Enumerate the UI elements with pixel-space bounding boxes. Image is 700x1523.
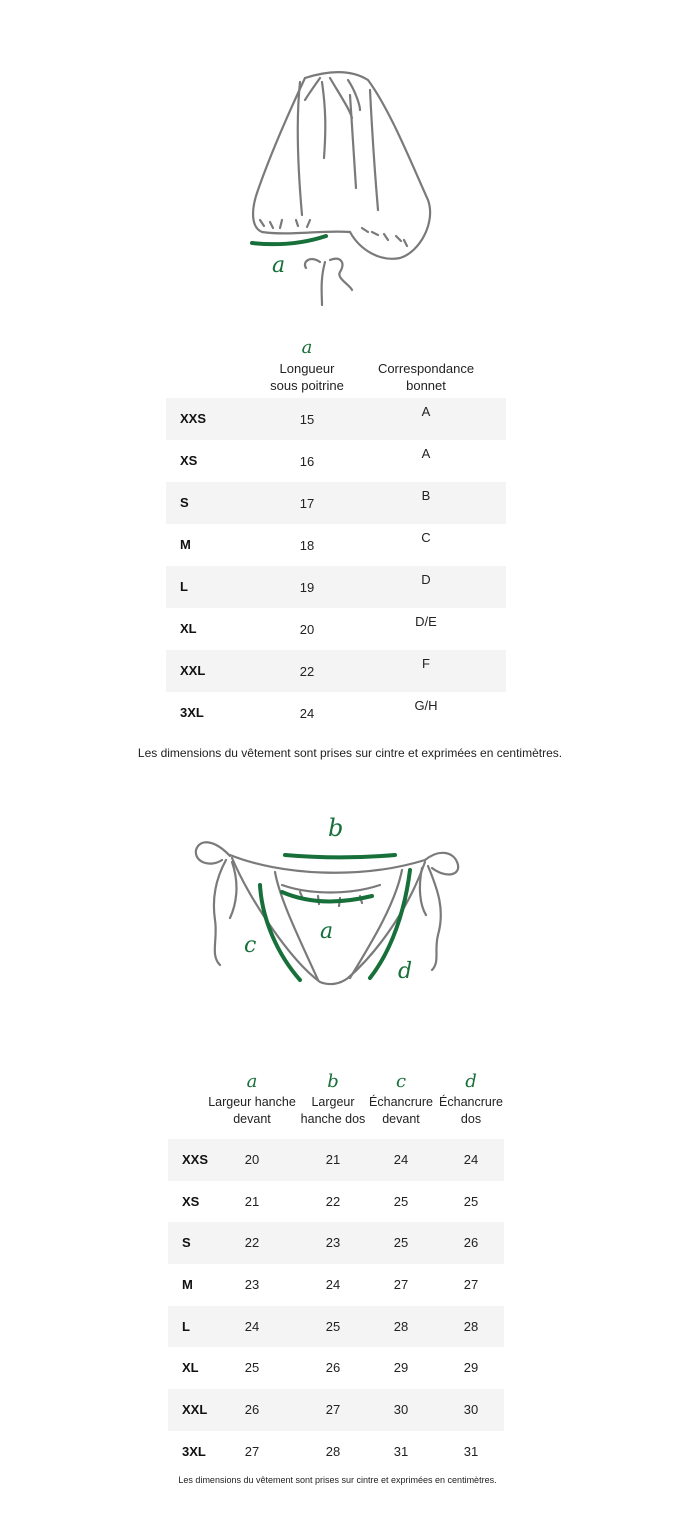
front-cut-value: 24 [393,1152,409,1167]
back-cut-value: 26 [463,1235,479,1251]
table-row [168,1181,504,1223]
header-letter-a: a [301,337,313,358]
table-row [168,1347,504,1389]
under-bust-value: 17 [299,496,315,511]
size-label: XXL [180,663,206,678]
back-cut-value: 30 [463,1402,479,1418]
front-hip-width-value: 23 [244,1277,260,1293]
front-hip-width-value: 27 [244,1443,260,1459]
size-label: 3XL [180,705,204,720]
table-row [166,524,506,566]
front-cut-value: 29 [393,1360,409,1376]
back-cut-value: 31 [463,1443,479,1459]
back-cut-value: 24 [463,1152,479,1167]
front-hip-width-value: 26 [244,1402,260,1418]
table-row [166,566,506,608]
measurement-note: Les dimensions du vêtement sont prises sur cintre et exprimées en centimètres. [137,746,563,760]
illus-label-a: a [272,253,286,278]
back-hip-width-value: 25 [325,1318,341,1334]
size-label: M [180,537,191,552]
cup-value: A [421,446,431,461]
bottom-size-table [168,1139,504,1473]
back-cut-value: 27 [463,1277,479,1293]
cup-value: D [421,572,431,587]
illus-label-a-bottom: a [320,919,334,944]
size-label: XXS [180,411,207,426]
back-hip-width-value: 27 [325,1402,341,1418]
size-label: XL [182,1360,199,1376]
back-hip-width-value: 22 [325,1193,341,1209]
size-label: L [182,1318,190,1334]
table-row [166,440,506,482]
front-cut-value: 25 [393,1193,409,1209]
back-hip-width-value: 26 [325,1360,341,1376]
illus-label-d: d [398,959,413,984]
size-label: XS [180,453,198,468]
top-size-table-header [166,338,506,398]
cup-value: G/H [414,698,438,713]
size-label: L [180,579,188,594]
bottom-size-table-header [168,1072,504,1138]
table-row [166,692,506,734]
under-bust-value: 22 [299,664,315,679]
front-hip-width-value: 21 [244,1193,260,1209]
front-cut-value: 30 [393,1402,409,1418]
back-cut-value: 28 [463,1318,479,1334]
table-row [166,650,506,692]
illus-label-c: c [244,933,257,958]
front-cut-value: 31 [393,1443,409,1459]
under-bust-value: 16 [299,454,315,469]
bikini-top-illustration [230,60,470,310]
table-row [168,1389,504,1431]
header-front-cut: c Échancrure devant [369,1071,433,1126]
front-cut-value: 27 [393,1277,409,1293]
back-hip-width-value: 28 [325,1443,341,1459]
header-cup-correspondence: Correspondance bonnet [377,361,475,393]
header-back-hip-width: b Largeur hanche dos [300,1071,366,1126]
under-bust-value: 19 [299,580,315,595]
top-size-table [166,398,506,734]
bikini-bottom-illustration [185,800,475,1000]
size-label: XS [182,1193,200,1209]
table-row [168,1306,504,1348]
table-row [168,1431,504,1473]
front-hip-width-value: 22 [244,1235,260,1251]
front-hip-width-value: 20 [244,1152,260,1167]
measurement-note-small: Les dimensions du vêtement sont prises sur cintre et exprimées en centimètres. [178,1475,497,1485]
under-bust-value: 15 [299,412,315,427]
cup-value: C [421,530,431,545]
size-label: S [180,495,189,510]
table-row [168,1139,504,1181]
size-label: M [182,1277,193,1293]
cup-value: F [422,656,430,671]
under-bust-value: 20 [299,622,315,637]
back-hip-width-value: 24 [325,1277,341,1293]
front-cut-value: 28 [393,1318,409,1334]
back-hip-width-value: 23 [325,1235,341,1251]
table-row [166,482,506,524]
back-hip-width-value: 21 [325,1152,341,1167]
front-hip-width-value: 25 [244,1360,260,1376]
table-row [168,1222,504,1264]
header-under-bust-length: a Longueur sous poitrine [262,338,352,394]
table-row [166,398,506,440]
size-label: S [182,1235,191,1251]
size-label: XXS [182,1152,209,1167]
size-label: XXL [182,1402,208,1418]
header-front-hip-width: a Largeur hanche devant [208,1071,296,1126]
table-row [168,1264,504,1306]
under-bust-value: 24 [299,706,315,721]
under-bust-value: 18 [299,538,315,553]
size-label: 3XL [182,1443,206,1459]
front-hip-width-value: 24 [244,1318,260,1334]
back-cut-value: 29 [463,1360,479,1376]
header-back-cut: d Échancrure dos [439,1071,503,1126]
illus-label-b: b [328,814,344,842]
size-label: XL [180,621,197,636]
cup-value: A [421,404,431,419]
front-cut-value: 25 [393,1235,409,1251]
back-cut-value: 25 [463,1193,479,1209]
table-row [166,608,506,650]
cup-value: D/E [415,614,437,629]
cup-value: B [421,488,431,503]
